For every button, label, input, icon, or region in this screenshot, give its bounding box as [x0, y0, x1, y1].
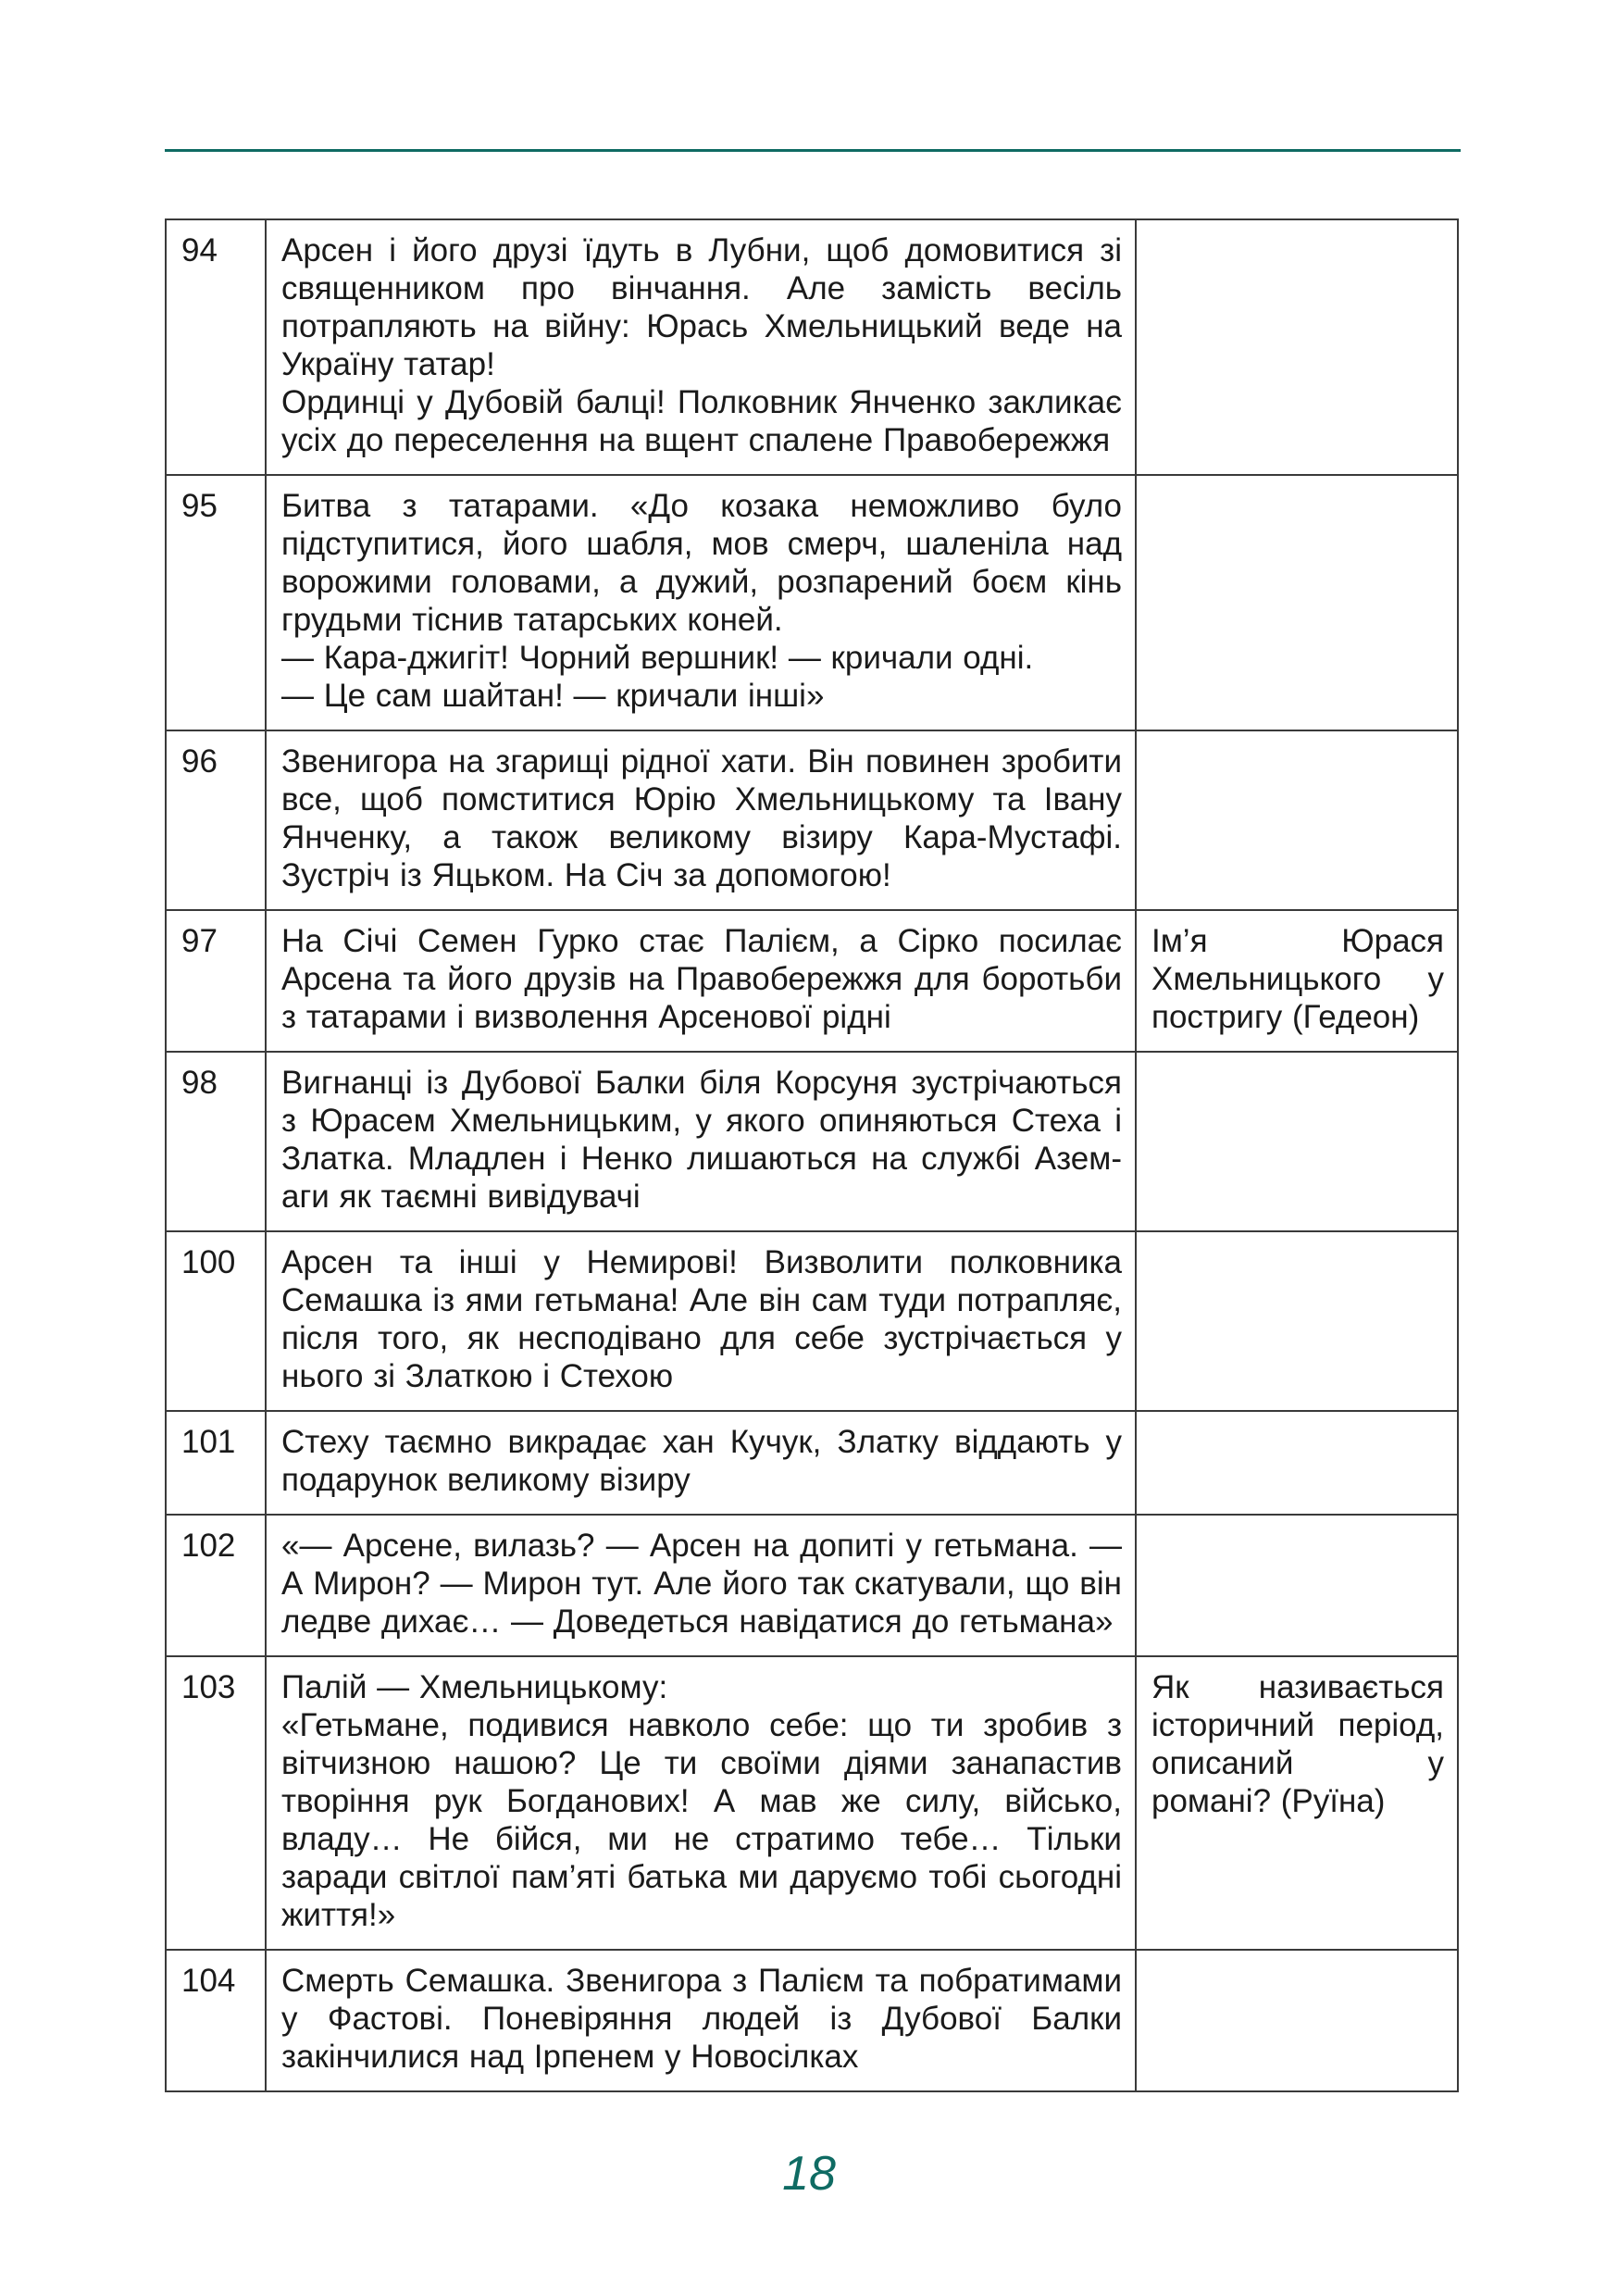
- table-body: [166, 219, 1458, 2091]
- question-cell: [1136, 1950, 1458, 2091]
- summary-cell: [266, 1411, 1136, 1515]
- summary-cell: [266, 219, 1136, 475]
- summary-cell: [266, 910, 1136, 1052]
- question-cell: [1136, 475, 1458, 730]
- summary-paragraph: «— Арсене, вилазь? — Арсен на допиті у гетьмана. — А Мирон? — Мирон тут. Але його так скатували, що він ледве дихає… — Доведеться навідатися до гетьмана»: [281, 1528, 1122, 1640]
- table-row: [166, 1950, 1458, 2091]
- question-cell: Ім’я Юрася Хмельницького у постригу (Гедеон): [1136, 910, 1458, 1052]
- chapter-number-cell: 95: [166, 475, 266, 730]
- table-row: [166, 219, 1458, 475]
- question-cell: [1136, 219, 1458, 475]
- table-row: [166, 730, 1458, 910]
- summary-paragraph: Арсен та інші у Немирові! Визволити полковника Семашка із ями гетьмана! Але він сам туди потрапляє, після того, як несподівано для себе зустрічається у нього зі Златкою і Стехою: [281, 1244, 1122, 1394]
- table-row: [166, 475, 1458, 730]
- chapter-number-cell: 94: [166, 219, 266, 475]
- summary-paragraph: Вигнанці із Дубової Балки біля Корсуня зустрічаються з Юрасем Хмельницьким, у якого опиняються Стеха і Златка. Младлен і Ненко лишаються на службі Азем-аги як таємні вивідувачі: [281, 1065, 1122, 1215]
- chapter-number-cell: 103: [166, 1656, 266, 1950]
- chapter-number-cell: 98: [166, 1052, 266, 1231]
- summary-cell: [266, 1052, 1136, 1231]
- summary-paragraph: Битва з татарами. «До козака неможливо було підступитися, його шабля, мов смерч, шаленіла над ворожими головами, а дужий, розпарений боєм кінь грудьми тіснив татарських коней.: [281, 488, 1122, 638]
- summary-paragraph: Палій — Хмельницькому:: [281, 1669, 668, 1705]
- table-row: [166, 1231, 1458, 1411]
- question-cell: [1136, 730, 1458, 910]
- summary-paragraph: Звенигора на згарищі рідної хати. Він повинен зробити все, щоб помститися Юрію Хмельницькому та Івану Янченку, а також великому візиру Кара-Мустафі. Зустріч із Яцьком. На Січ за допомогою!: [281, 743, 1122, 893]
- chapter-number-cell: 96: [166, 730, 266, 910]
- summary-paragraph: — Це сам шайтан! — кричали інші»: [281, 678, 825, 714]
- table-row: [166, 1411, 1458, 1515]
- summary-cell: [266, 730, 1136, 910]
- question-cell: [1136, 1231, 1458, 1411]
- table-row: [166, 1052, 1458, 1231]
- chapter-number-cell: 97: [166, 910, 266, 1052]
- summary-cell: [266, 475, 1136, 730]
- question-cell: [1136, 1515, 1458, 1656]
- table-row: [166, 910, 1458, 1052]
- summary-paragraph: На Січі Семен Гурко стає Палієм, а Сірко посилає Арсена та його друзів на Правобережжя для боротьби з татарами і визволення Арсенової рідні: [281, 923, 1122, 1035]
- summary-paragraph: Арсен і його друзі їдуть в Лубни, щоб домовитися зі священником про вінчання. Але замість весіль потрапляють на війну: Юрась Хмельницький веде на Україну татар!: [281, 232, 1122, 382]
- summary-paragraph: — Кара-джигіт! Чорний вершник! — кричали одні.: [281, 640, 1034, 676]
- chapter-number-cell: 100: [166, 1231, 266, 1411]
- summary-cell: [266, 1231, 1136, 1411]
- summary-cell: [266, 1950, 1136, 2091]
- table-row: [166, 1515, 1458, 1656]
- summary-paragraph: Стеху таємно викрадає хан Кучук, Златку віддають у подарунок великому візиру: [281, 1424, 1122, 1498]
- question-cell: [1136, 1411, 1458, 1515]
- question-cell: Як називається історичний період, описаний у романі? (Руїна): [1136, 1656, 1458, 1950]
- header-rule: [165, 149, 1461, 152]
- summary-paragraph: «Гетьмане, подивися навколо себе: що ти зробив з вітчизною нашою? Це ти своїми діями занапастив творіння рук Богданових! А мав же силу, військо, владу… Не бійся, ми не стратимо тебе… Тільки заради світлої пам’яті батька ми даруємо тобі сьогодні життя!»: [281, 1707, 1122, 1933]
- chapter-summary-table: [165, 218, 1459, 2092]
- table-row: [166, 1656, 1458, 1950]
- summary-cell: [266, 1656, 1136, 1950]
- chapter-number-cell: 104: [166, 1950, 266, 2091]
- summary-cell: [266, 1515, 1136, 1656]
- page-number: 18: [782, 2147, 836, 2201]
- summary-paragraph: Ординці у Дубовій балці! Полковник Янченко закликає усіх до переселення на вщент спалене Правобережжя: [281, 384, 1122, 458]
- question-cell: [1136, 1052, 1458, 1231]
- chapter-number-cell: 101: [166, 1411, 266, 1515]
- chapter-number-cell: 102: [166, 1515, 266, 1656]
- summary-paragraph: Смерть Семашка. Звенигора з Палієм та побратимами у Фастові. Поневіряння людей із Дубової Балки закінчилися над Ірпенем у Новосілках: [281, 1963, 1122, 2075]
